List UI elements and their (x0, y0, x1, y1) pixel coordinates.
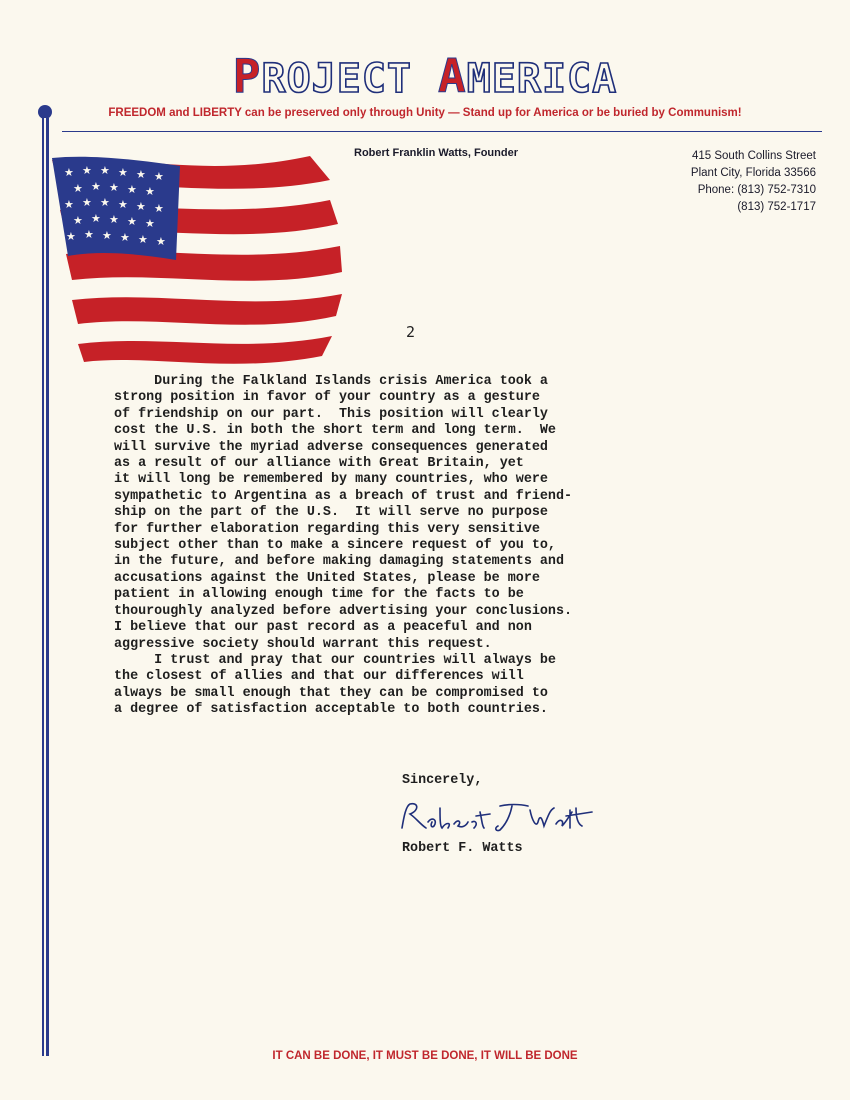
svg-text:★: ★ (64, 166, 74, 179)
body-line: a degree of satisfaction acceptable to both countries. (114, 702, 548, 718)
body-line: During the Falkland Islands crisis America took a (114, 374, 548, 389)
letter-body (114, 374, 694, 719)
svg-text:★: ★ (138, 233, 148, 246)
title-word-project-rest: ROJECT (261, 56, 412, 102)
body-line: strong position in favor of your country as a gesture (114, 390, 540, 406)
svg-text:★: ★ (154, 202, 164, 215)
svg-text:★: ★ (82, 164, 92, 177)
body-line: for further elaboration regarding this very sensitive (114, 521, 540, 537)
svg-text:★: ★ (154, 170, 164, 183)
body-line: cost the U.S. in both the short term and long term. We (114, 423, 556, 439)
svg-text:★: ★ (91, 212, 101, 225)
letterhead-title (0, 50, 850, 105)
svg-text:★: ★ (100, 164, 110, 177)
contact-address-block (691, 148, 816, 216)
svg-text:★: ★ (66, 230, 76, 243)
svg-text:★: ★ (156, 235, 166, 248)
body-line: I trust and pray that our countries will always be (114, 652, 556, 668)
footer-motto: IT CAN BE DONE, IT MUST BE DONE, IT WILL BE DONE (272, 1050, 578, 1062)
address-street: 415 South Collins Street (691, 150, 816, 162)
handwritten-signature (396, 798, 596, 836)
svg-text:★: ★ (91, 180, 101, 193)
body-line: subject other than to make a sincere request of you to, (114, 538, 556, 554)
founder-line: Robert Franklin Watts, Founder (354, 147, 518, 159)
letterhead-slogan: FREEDOM and LIBERTY can be preserved only through Unity — Stand up for America or be buried by Communism! (108, 107, 742, 119)
svg-text:★: ★ (127, 215, 137, 228)
title-word-project (233, 50, 412, 105)
body-line: in the future, and before making damaging statements and (114, 554, 564, 570)
svg-text:★: ★ (120, 231, 130, 244)
svg-text:★: ★ (136, 168, 146, 181)
body-line: aggressive society should warrant this request. (114, 636, 492, 652)
body-line: ship on the part of the U.S. It will serve no purpose (114, 505, 548, 521)
svg-text:★: ★ (118, 198, 128, 211)
title-word-america-rest: MERICA (466, 56, 618, 102)
title-word-america (438, 50, 617, 105)
body-line: I believe that our past record as a peaceful and non (114, 620, 532, 636)
svg-text:★: ★ (127, 183, 137, 196)
title-initial-a: A (438, 49, 467, 103)
body-line: as a result of our alliance with Great Britain, yet (114, 456, 524, 472)
svg-text:★: ★ (84, 228, 94, 241)
body-line: always be small enough that they can be compromised to (114, 685, 548, 701)
letter-closing: Sincerely, (402, 773, 483, 788)
body-line: thouroughly analyzed before advertising your conclusions. (114, 603, 573, 619)
body-line: accusations against the United States, please be more (114, 570, 540, 586)
svg-text:★: ★ (73, 182, 83, 195)
body-line: sympathetic to Argentina as a breach of trust and friend- (114, 488, 573, 504)
svg-text:★: ★ (109, 213, 119, 226)
svg-text:★: ★ (118, 166, 128, 179)
address-city: Plant City, Florida 33566 (690, 167, 816, 179)
svg-text:★: ★ (73, 214, 83, 227)
svg-text:★: ★ (145, 217, 155, 230)
svg-text:★: ★ (109, 181, 119, 194)
body-line: of friendship on our part. This position will clearly (114, 406, 548, 422)
body-line: will survive the myriad adverse consequences generated (114, 439, 548, 455)
typed-signatory-name: Robert F. Watts (402, 841, 523, 856)
phone-number-1: Phone: (813) 752-7310 (697, 184, 816, 196)
svg-text:★: ★ (100, 196, 110, 209)
phone-number-2: (813) 752-1717 (737, 201, 816, 213)
body-line: it will long be remembered by many countries, who were (114, 472, 548, 488)
svg-text:★: ★ (145, 185, 155, 198)
svg-text:★: ★ (102, 229, 112, 242)
svg-text:★: ★ (136, 200, 146, 213)
body-line: the closest of allies and that our differences will (114, 669, 524, 685)
svg-text:★: ★ (82, 196, 92, 209)
letterhead-divider (62, 131, 822, 132)
svg-text:★: ★ (64, 198, 74, 211)
title-initial-p: P (232, 49, 262, 103)
page-number: 2 (406, 323, 416, 341)
body-line: patient in allowing enough time for the facts to be (114, 587, 524, 603)
